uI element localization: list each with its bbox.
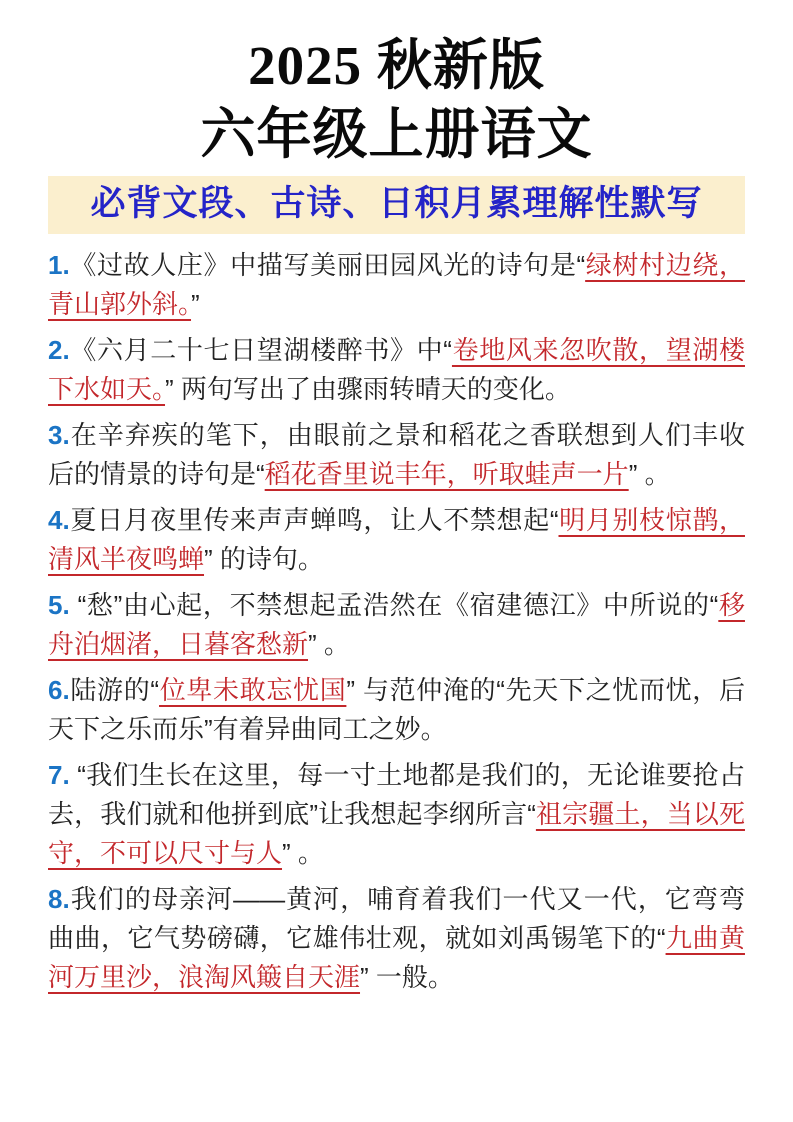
- list-item: [48, 416, 745, 494]
- item-number: 5.: [48, 589, 70, 620]
- item-text: ” 。: [308, 628, 350, 659]
- item-text: 陆游的“: [69, 674, 160, 705]
- list-item: [48, 331, 745, 409]
- item-text: “愁”由心起，不禁想起孟浩然在《宿建德江》中所说的“: [69, 589, 719, 620]
- item-text: ” 一般。: [360, 961, 454, 992]
- quote-highlight-text: 移舟泊烟渚，日暮客愁新: [48, 589, 745, 659]
- item-list: [48, 246, 745, 997]
- page-title-line1: 2025 秋新版: [248, 35, 545, 96]
- list-item: [48, 501, 745, 579]
- item-text: 《六月二十七日望湖楼醉书》中“: [69, 334, 452, 365]
- list-item: [48, 586, 745, 664]
- item-text: 在辛弃疾的笔下，由眼前之景和稻花之香联想到人们丰收后的情景的诗句是“: [48, 419, 745, 489]
- item-text: ” 。: [628, 458, 671, 489]
- item-number: 7.: [48, 759, 70, 790]
- quote-highlight-text: 祖宗疆土，当以死守，不可以尺寸与人: [48, 798, 745, 868]
- quote-highlight-text: 稻花香里说丰年，听取蛙声一片: [264, 458, 629, 489]
- item-number: 1.: [48, 249, 70, 280]
- subtitle-text: 必背文段、古诗、日积月累理解性默写: [90, 183, 703, 223]
- subtitle-banner: [48, 176, 745, 234]
- item-text: ” 两句写出了由骤雨转晴天的变化。: [165, 373, 571, 404]
- item-number: 8.: [48, 883, 70, 914]
- quote-highlight-text: 九曲黄河万里沙，浪淘风簸自天涯: [48, 922, 745, 992]
- item-number: 2.: [48, 334, 70, 365]
- item-text: ” 。: [282, 837, 324, 868]
- quote-highlight-text: 明月别枝惊鹊，清风半夜鸣蝉: [48, 504, 745, 574]
- list-item: [48, 880, 745, 997]
- list-item: [48, 671, 745, 749]
- item-text: 夏日月夜里传来声声蝉鸣，让人不禁想起“: [69, 504, 559, 535]
- item-text: 我们的母亲河——黄河，哺育着我们一代又一代，它弯弯曲曲，它气势磅礴，它雄伟壮观，就如刘禹锡笔下的“: [48, 883, 745, 953]
- quote-highlight-text: 绿树村边绕，青山郭外斜。: [48, 249, 745, 319]
- item-number: 3.: [48, 419, 70, 450]
- item-text: ” 的诗句。: [204, 543, 324, 574]
- item-text: 《过故人庄》中描写美丽田园风光的诗句是“: [69, 249, 586, 280]
- item-number: 4.: [48, 504, 70, 535]
- item-text: ” 与范仲淹的“先天下之忧而忧，后天下之乐而乐”有着异曲同工之妙。: [48, 674, 745, 744]
- item-text: “我们生长在这里，每一寸土地都是我们的，无论谁要抢占去，我们就和他拼到底”让我想起李纲所言“: [48, 759, 745, 829]
- list-item: [48, 756, 745, 873]
- quote-highlight-text: 卷地风来忽吹散，望湖楼下水如天。: [48, 334, 745, 404]
- item-text: ”: [191, 288, 200, 319]
- page-title-line2: 六年级上册语文: [200, 103, 593, 165]
- list-item: [48, 246, 745, 324]
- item-number: 6.: [48, 674, 70, 705]
- quote-highlight-text: 位卑未敢忘忧国: [159, 674, 347, 705]
